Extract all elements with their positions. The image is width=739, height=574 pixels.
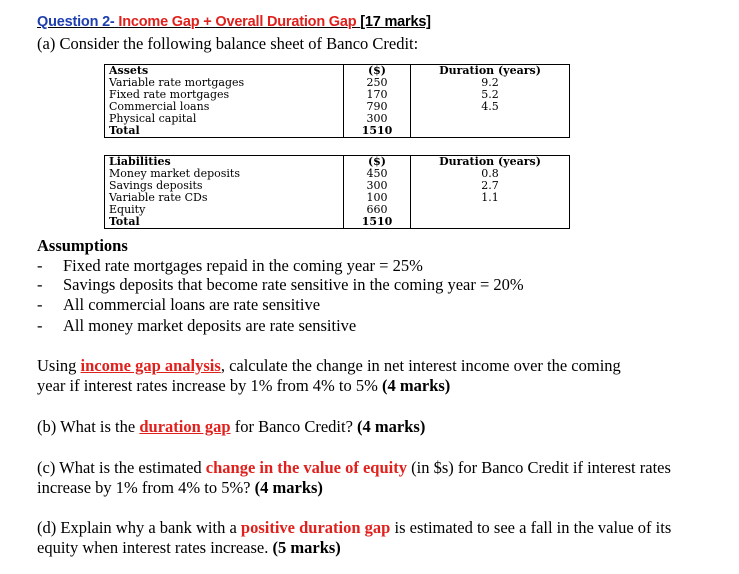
question-heading [37, 14, 431, 30]
question-b [37, 417, 425, 437]
question-number: Question 2- [37, 14, 115, 30]
liability-value: 100 [344, 192, 411, 204]
liability-name: Equity [109, 203, 146, 216]
liabilities-header-value: ($) [344, 156, 411, 169]
table-row [105, 113, 570, 125]
question-b-pre: (b) What is the [37, 417, 140, 436]
assets-total-row [105, 125, 570, 138]
asset-value: 300 [344, 113, 411, 125]
question-c-line2 [37, 478, 671, 498]
liabilities-total-label: Total [109, 215, 140, 228]
table-row [105, 192, 570, 204]
question-d [37, 518, 671, 558]
question-d-line2 [37, 538, 671, 558]
list-item [37, 275, 524, 295]
asset-name: Variable rate mortgages [109, 76, 245, 89]
duration-gap-title: Overall Duration Gap [215, 14, 357, 30]
liability-duration: 0.8 [481, 167, 499, 180]
asset-name: Fixed rate mortgages [109, 88, 230, 101]
asset-duration: 9.2 [481, 76, 499, 89]
assumption-text: All commercial loans are rate sensitive [63, 295, 321, 314]
liabilities-total-duration [411, 216, 570, 229]
table-row [105, 204, 570, 216]
assumption-text: Fixed rate mortgages repaid in the coming year = 25% [63, 256, 423, 275]
question-c-post: (in $s) for Banco Credit if interest rates [406, 458, 671, 477]
part-a-intro: (a) Consider the following balance sheet of Banco Credit: [37, 34, 419, 53]
list-item [37, 316, 356, 336]
liability-value: 450 [344, 168, 411, 180]
bullet-dash: - [37, 275, 43, 294]
liability-duration: 2.7 [481, 179, 499, 192]
question-c-pre: (c) What is the estimated [37, 458, 206, 477]
assets-table [104, 64, 570, 138]
liabilities-total-row [105, 216, 570, 229]
question-a-line1 [37, 356, 621, 376]
asset-value: 790 [344, 101, 411, 113]
question-b-keyword: duration gap [139, 417, 231, 436]
question-c-marks: (4 marks) [254, 478, 323, 497]
question-d-line2-text: equity when interest rates increase. [37, 538, 273, 557]
income-gap-title: Income Gap [118, 14, 200, 30]
question-c-line1 [37, 458, 671, 478]
question-a-post: , calculate the change in net interest income over the coming [220, 356, 621, 375]
question-d-marks: (5 marks) [272, 538, 341, 557]
question-c [37, 458, 671, 498]
assets-total-duration [411, 125, 570, 138]
question-d-line1 [37, 518, 671, 538]
liabilities-header-duration: Duration (years) [439, 155, 541, 168]
question-b-post: for Banco Credit? [230, 417, 358, 436]
liabilities-header-name: Liabilities [109, 155, 171, 168]
liability-value: 660 [344, 204, 411, 216]
liabilities-total-value: 1510 [344, 216, 411, 229]
question-a-keyword: income gap analysis [80, 356, 221, 375]
asset-duration: 5.2 [481, 88, 499, 101]
question-b-marks: (4 marks) [357, 417, 426, 436]
question-a-marks: (4 marks) [382, 376, 451, 395]
asset-value: 170 [344, 89, 411, 101]
question-a-line2 [37, 376, 621, 396]
liability-name: Savings deposits [109, 179, 203, 192]
question-d-post: is estimated to see a fall in the value of its [390, 518, 672, 537]
bullet-dash: - [37, 316, 43, 335]
assumption-text: Savings deposits that become rate sensitive in the coming year = 20% [63, 275, 524, 294]
question-d-pre: (d) Explain why a bank with a [37, 518, 241, 537]
asset-name: Physical capital [109, 112, 197, 125]
asset-duration: 4.5 [481, 100, 499, 113]
bullet-dash: - [37, 256, 43, 275]
bullet-dash: - [37, 295, 43, 314]
asset-name: Commercial loans [109, 100, 210, 113]
liability-duration: 1.1 [481, 191, 499, 204]
liabilities-table [104, 155, 570, 229]
question-a-line2-text: year if interest rates increase by 1% from 4% to 5% [37, 376, 382, 395]
question-d-keyword: positive duration gap [240, 518, 391, 537]
total-marks: [17 marks] [360, 14, 431, 30]
assumption-text: All money market deposits are rate sensitive [63, 316, 357, 335]
liability-duration [411, 204, 570, 216]
assets-total-label: Total [109, 124, 140, 137]
plus-sign: + [203, 14, 212, 30]
liability-value: 300 [344, 180, 411, 192]
liability-name: Variable rate CDs [109, 191, 208, 204]
question-a-pre: Using [37, 356, 81, 375]
assets-header-value: ($) [344, 65, 411, 78]
assets-total-value: 1510 [344, 125, 411, 138]
assumptions-title: Assumptions [37, 236, 128, 255]
assets-header-name: Assets [109, 64, 149, 77]
asset-value: 250 [344, 77, 411, 89]
assets-header-duration: Duration (years) [439, 64, 541, 77]
question-a [37, 356, 621, 396]
question-c-keyword: change in the value of equity [205, 458, 407, 477]
question-c-line2-text: increase by 1% from 4% to 5%? [37, 478, 255, 497]
list-item [37, 295, 320, 315]
liability-name: Money market deposits [109, 167, 240, 180]
list-item [37, 256, 423, 276]
asset-duration [411, 113, 570, 125]
